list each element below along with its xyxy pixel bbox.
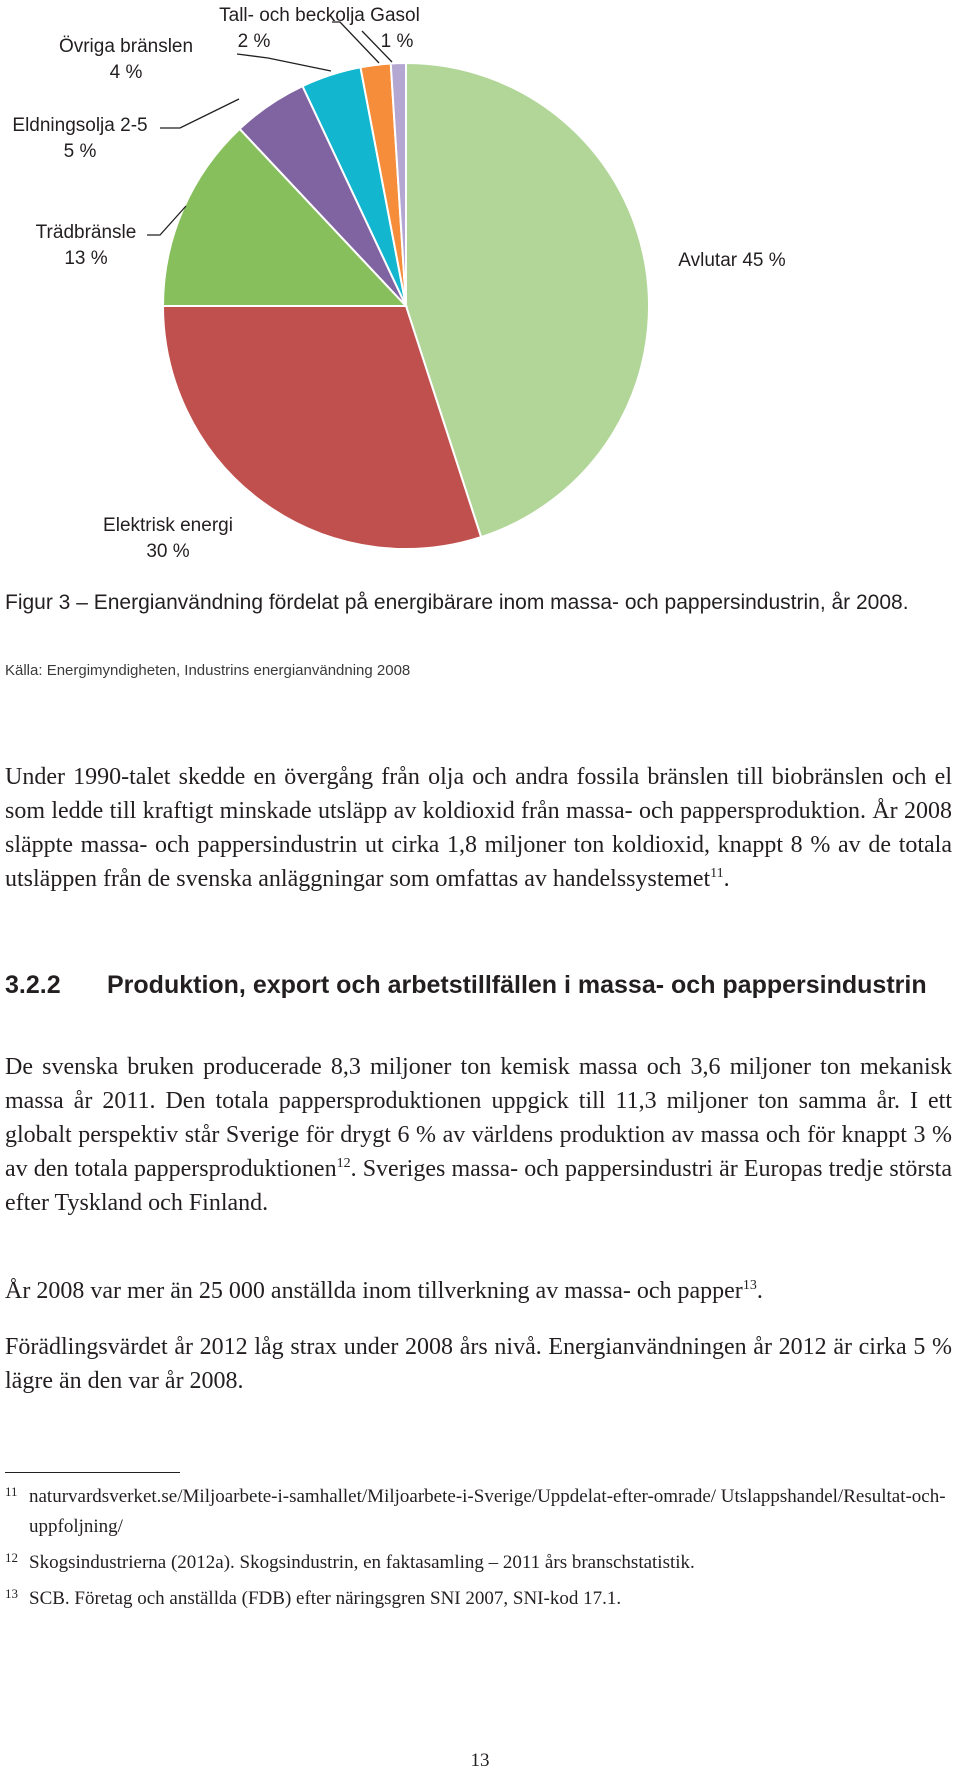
slice-label-0: Avlutar 45 % bbox=[678, 250, 786, 271]
slice-value-4: 4 % bbox=[109, 62, 143, 83]
slice-value-2: 13 % bbox=[64, 248, 108, 269]
slice-value-3: 5 % bbox=[63, 141, 97, 162]
footnote-ref-11[interactable]: 11 bbox=[710, 866, 724, 881]
footnote-text[interactable]: naturvardsverket.se/Miljoarbete-i-samhallet/Miljoarbete-i-Sverige/Uppdelat-efter-omrade/ Utslappshandel/Resultat-och-uppfoljning/ bbox=[29, 1486, 946, 1537]
leader-line-3 bbox=[160, 99, 239, 128]
footnote-number: 12 bbox=[5, 1550, 18, 1565]
page-number: 13 bbox=[470, 1750, 490, 1771]
footnote-number: 13 bbox=[5, 1586, 18, 1601]
slice-label-3: Eldningsolja 2-5 bbox=[12, 115, 148, 136]
slice-value-6: 1 % bbox=[380, 31, 414, 52]
footnote-text: SCB. Företag och anställda (FDB) efter näringsgren SNI 2007, SNI-kod 17.1. bbox=[29, 1588, 622, 1609]
slice-label-6: Gasol bbox=[370, 5, 420, 26]
section-title: Produktion, export och arbetstillfällen i massa- och pappersindustrin bbox=[107, 971, 927, 999]
footnote-ref-12[interactable]: 12 bbox=[336, 1156, 351, 1171]
paragraph-emissions: Under 1990-talet skedde en övergång från olja och andra fossila bränslen till biobränslen och el som ledde till kraftigt minskade utsläpp av koldioxid från massa- och pappersproduktion. År 2008 släppte massa- och pappersindustrin ut cirka 1,8 miljoner ton koldioxid, knappt 8 % av de totala utsläppen från de svenska anläggningar som omfattas av handelssystemet$^{11}$. bbox=[5, 764, 952, 892]
slice-label-1: Elektrisk energi bbox=[103, 515, 233, 536]
paragraph-value-added: Förädlingsvärdet år 2012 låg strax under 2008 års nivå. Energianvändningen år 2012 är cirka 5 % lägre än den var år 2008. bbox=[5, 1334, 952, 1394]
footnotes bbox=[5, 1482, 955, 1620]
paragraph-employees: År 2008 var mer än 25 000 anställda inom tillverkning av massa- och papper$^{13}$. bbox=[5, 1278, 763, 1304]
slice-value-1: 30 % bbox=[146, 541, 190, 562]
paragraph-production: De svenska bruken producerade 8,3 miljoner ton kemisk massa och 3,6 miljoner ton mekanisk massa år 2011. Den totala pappersproduktionen uppgick till 11,3 miljoner ton samma år. I ett globalt perspektiv står Sverige för drygt 6 % av världens produktion av massa och för knappt 3 % av den totala pappersproduktionen$^{12}$. Sveriges massa- och pappersindustri är Europas tredje största efter Tyskland och Finland. bbox=[5, 1054, 952, 1216]
slice-label-5: Tall- och beckolja bbox=[219, 5, 365, 26]
slice-label-2: Trädbränsle bbox=[35, 222, 137, 243]
figure-source: Källa: Energimyndigheten, Industrins energianvändning 2008 bbox=[5, 662, 411, 679]
footnote-13 bbox=[5, 1584, 955, 1614]
leader-line-5 bbox=[332, 22, 379, 63]
figure-caption: Figur 3 – Energianvändning fördelat på energibärare inom massa- och pappersindustrin, år 2008. bbox=[5, 591, 909, 614]
section-heading bbox=[5, 968, 955, 1002]
footnote-number: 11 bbox=[5, 1484, 18, 1499]
slice-label-4: Övriga bränslen bbox=[58, 36, 194, 57]
footnote-ref-13[interactable]: 13 bbox=[742, 1278, 757, 1293]
energy-pie-chart bbox=[0, 0, 960, 570]
footnote-12 bbox=[5, 1548, 955, 1578]
footnote-11 bbox=[5, 1482, 955, 1542]
footnote-divider bbox=[5, 1472, 180, 1473]
slice-value-5: 2 % bbox=[237, 31, 271, 52]
leader-line-4 bbox=[237, 54, 331, 71]
footnote-text: Skogsindustrierna (2012a). Skogsindustrin, en faktasamling – 2011 års branschstatistik. bbox=[29, 1552, 695, 1573]
pie-slices bbox=[163, 63, 649, 549]
section-number: 3.2.2 bbox=[5, 971, 61, 999]
